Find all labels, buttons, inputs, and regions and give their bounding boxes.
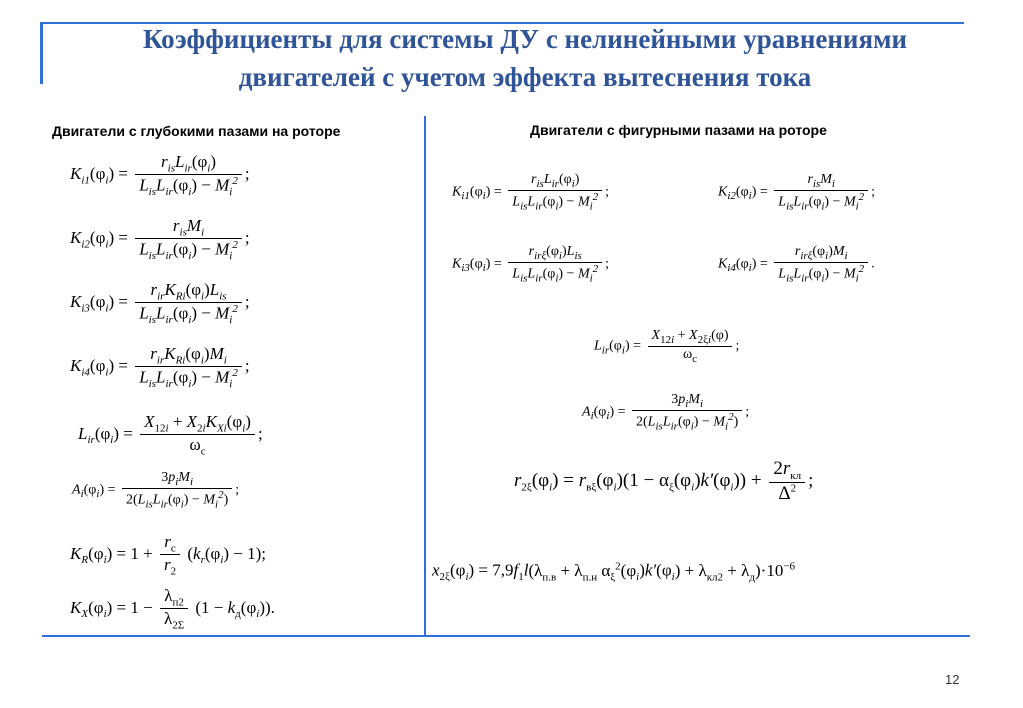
formula-r2xi: $r_{2\xi}(\varphi_i) = r_{в\xi}(\varphi_i)(1 - \alpha_\xi(\varphi_i)k'(\varphi_i))$ + $\frac{2r_{кл}}{\Delta^2}$ ; xyxy=(514,458,814,505)
formula-lir-right: $L_{ir}(\varphi_i)$ = $\frac{X_{12i} + X_{2\xi i}(\varphi)}{\omega_c}$ ; xyxy=(594,328,740,365)
slide-title xyxy=(60,20,990,96)
column-divider xyxy=(424,116,426,636)
formula-k1-right: $K_{i1}(\varphi_i)$ = $\frac{r_{is}L_{ir}(\varphi_i)}{L_{is}L_{ir}(\varphi_i) - M_i^2}$ ; xyxy=(452,172,610,213)
formula-k3-right: $K_{i3}(\varphi_i)$ = $\frac{r_{ir\xi}(\varphi_i)L_{is}}{L_{is}L_{ir}(\varphi_i) - M_i^2}$ ; xyxy=(452,244,610,285)
formula-k3: $K_{i3}(\varphi_i)$ = $\frac{r_{ir}K_{Ri}(\varphi_i)L_{is}}{L_{is}L_{ir}(\varphi_i) - M_i^2}$ ; xyxy=(70,280,250,327)
title-line-1: Коэффициенты для системы ДУ с нелинейными уравнениями xyxy=(142,24,908,54)
bottom-rule xyxy=(42,635,970,637)
formula-kr: $K_R(\varphi_i) = 1$ + $\frac{r_c}{r_2}$ $(k_r(\varphi_i) - 1)$; xyxy=(70,532,267,578)
left-accent-bar xyxy=(40,22,43,84)
formula-k4: $K_{i4}(\varphi_i)$ = $\frac{r_{ir}K_{Ri}(\varphi_i)M_i}{L_{is}L_{ir}(\varphi_i) - M_i^2}$ ; xyxy=(70,344,250,391)
formula-k2: $K_{i2}(\varphi_i)$ = $\frac{r_{is}M_i}{L_{is}L_{ir}(\varphi_i) - M_i^2}$ ; xyxy=(70,216,250,263)
page-number: 12 xyxy=(945,672,960,687)
formula-x2xi: $x_{2\xi}(\varphi_i) = 7,9f_1l(\lambda_{п.в} + \lambda_{п.н}$ $\alpha_\xi^2(\varphi_i)k'(\varphi_i) + \lambda_{кл2} + \lambda_д)\cdot 10^{-6}$ xyxy=(432,560,796,584)
formula-kx: $K_X(\varphi_i) = 1$ − $\frac{\lambda_{п2}}{\lambda_{2\Sigma}}$ $(1 - k_д(\varphi_i))$. xyxy=(70,586,275,632)
formula-k4-right: $K_{i4}(\varphi_i)$ = $\frac{r_{ir\xi}(\varphi_i)M_i}{L_{is}L_{ir}(\varphi_i) - M_i^2}$ . xyxy=(718,244,875,285)
formula-lir-left: $L_{ir}(\varphi_i)$ = $\frac{X_{12i} + X_{2i}K_{Xi}(\varphi_i)}{\omega_c}$ ; xyxy=(78,412,263,458)
formula-k1: $K_{i1}(\varphi_i)$ = $\frac{r_{is}L_{ir}(\varphi_i)}{L_{is}L_{ir}(\varphi_i) - M_i^2}$ ; xyxy=(70,152,250,199)
title-line-2: двигателей с учетом эффекта вытеснения тока xyxy=(238,62,812,92)
right-column-heading: Двигатели с фигурными пазами на роторе xyxy=(530,122,827,138)
formula-k2-right: $K_{i2}(\varphi_i)$ = $\frac{r_{is}M_i}{L_{is}L_{ir}(\varphi_i) - M_i^2}$ ; xyxy=(718,172,876,213)
formula-ai-right: $A_i(\varphi_i)$ = $\frac{3p_iM_i}{2(L_{is}L_{ir}(\varphi_i) - M_i^2)}$ ; xyxy=(582,392,750,433)
formula-ai-left: $A_i(\varphi_i)$ = $\frac{3p_iM_i}{2(L_{is}L_{ir}(\varphi_i) - M_i^2)}$ ; xyxy=(72,470,240,511)
left-column-heading: Двигатели с глубокими пазами на роторе xyxy=(52,123,341,139)
